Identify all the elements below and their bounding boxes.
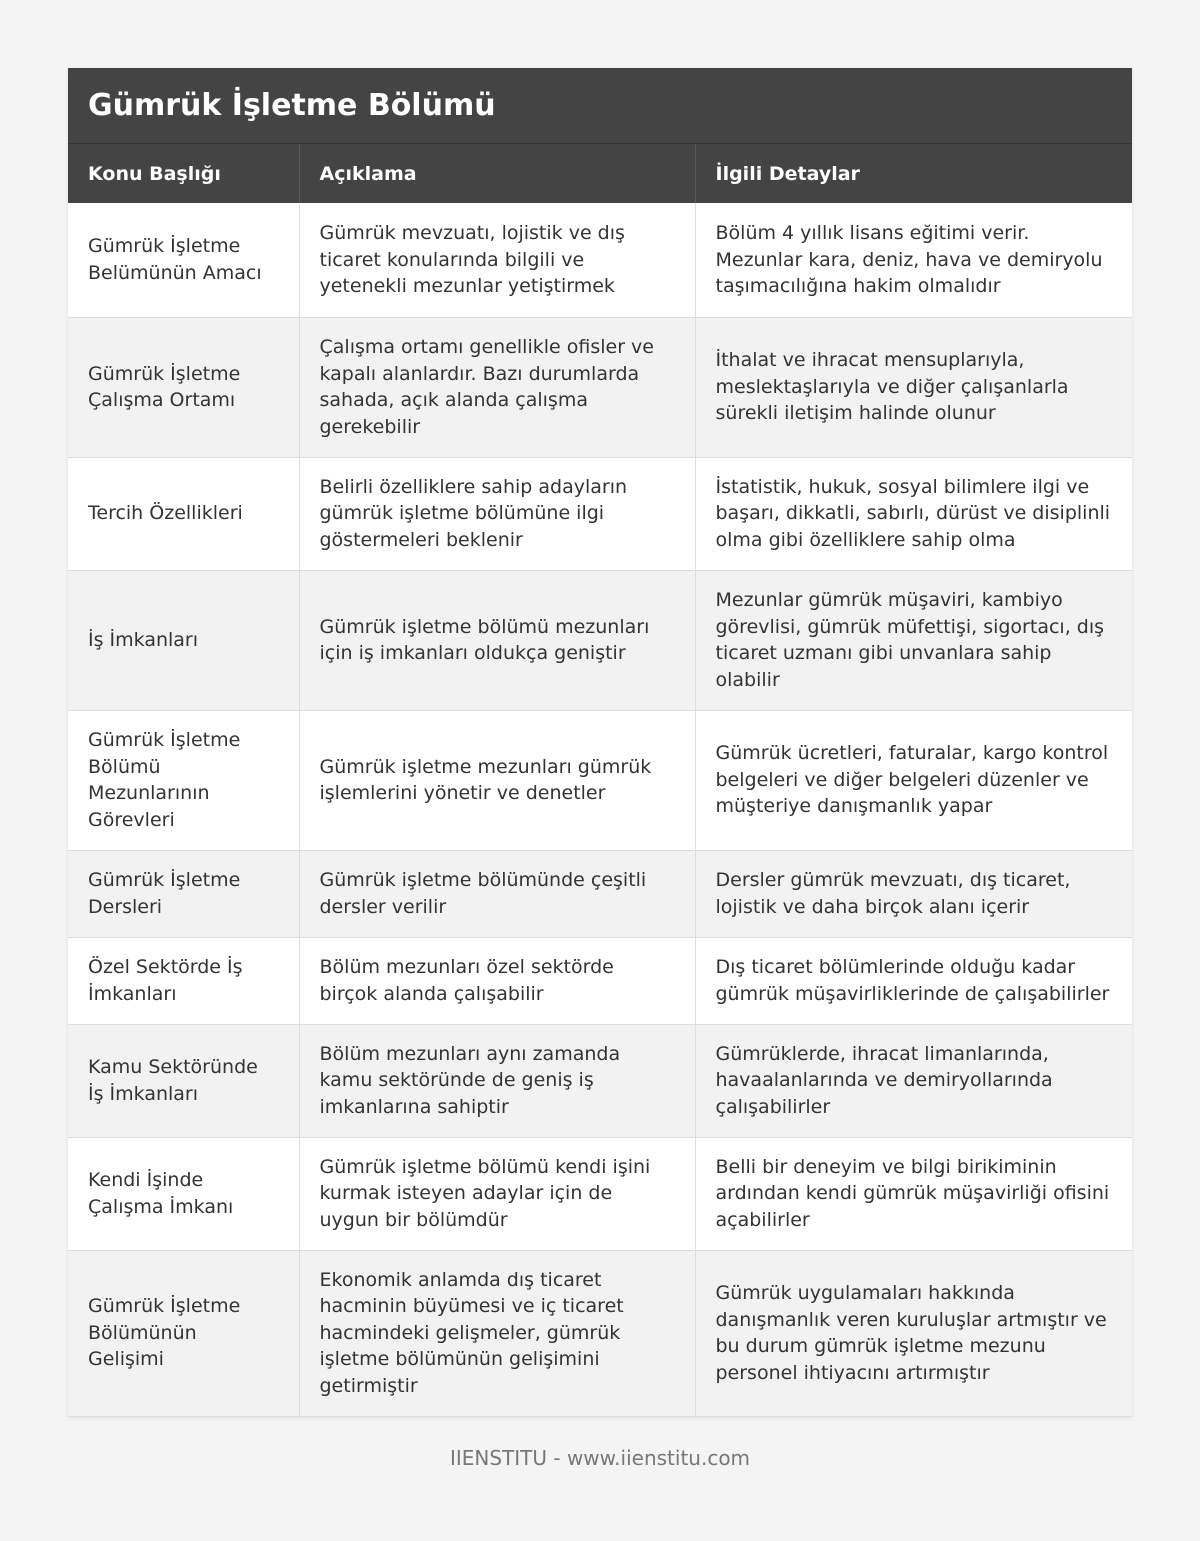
table-row	[68, 850, 1132, 937]
cell-description: Ekonomik anlamda dış ticaret hacminin büyümesi ve iç ticaret hacmindeki gelişmeler, gümrük işletme bölümünün gelişimini getirmiştir	[299, 1250, 695, 1416]
header-row	[68, 144, 1132, 203]
cell-description: Gümrük mevzuatı, lojistik ve dış ticaret konularında bilgili ve yetenekli mezunlar yetiştirmek	[299, 203, 695, 317]
cell-description: Gümrük işletme bölümünde çeşitli dersler verilir	[299, 850, 695, 937]
table-row	[68, 317, 1132, 457]
cell-description: Gümrük işletme bölümü mezunları için iş imkanları oldukça geniştir	[299, 570, 695, 710]
cell-description: Bölüm mezunları aynı zamanda kamu sektöründe de geniş iş imkanlarına sahiptir	[299, 1024, 695, 1137]
cell-description: Gümrük işletme mezunları gümrük işlemlerini yönetir ve denetler	[299, 710, 695, 850]
cell-topic: Gümrük İşletme Dersleri	[68, 850, 299, 937]
cell-description: Çalışma ortamı genellikle ofisler ve kapalı alanlardır. Bazı durumlarda sahada, açık alanda çalışma gerekebilir	[299, 317, 695, 457]
table-row	[68, 570, 1132, 710]
cell-topic: İş İmkanları	[68, 570, 299, 710]
table-row	[68, 710, 1132, 850]
table-row	[68, 1137, 1132, 1250]
cell-topic: Gümrük İşletme Çalışma Ortamı	[68, 317, 299, 457]
info-table	[68, 144, 1132, 1417]
cell-topic: Kamu Sektöründe İş İmkanları	[68, 1024, 299, 1137]
cell-topic: Kendi İşinde Çalışma İmkanı	[68, 1137, 299, 1250]
cell-details: Belli bir deneyim ve bilgi birikiminin ardından kendi gümrük müşavirliği ofisini açabilirler	[695, 1137, 1132, 1250]
cell-details: Gümrük uygulamaları hakkında danışmanlık veren kuruluşlar artmıştır ve bu durum gümrük işletme mezunu personel ihtiyacını artırmıştır	[695, 1250, 1132, 1416]
footer-credit: IIENSTITU - www.iienstitu.com	[449, 1446, 751, 1470]
table-row	[68, 1024, 1132, 1137]
cell-details: Bölüm 4 yıllık lisans eğitimi verir. Mezunlar kara, deniz, hava ve demiryolu taşımacılığına hakim olmalıdır	[695, 203, 1132, 317]
cell-details: Mezunlar gümrük müşaviri, kambiyo görevlisi, gümrük müfettişi, sigortacı, dış ticaret uzmanı gibi unvanlara sahip olabilir	[695, 570, 1132, 710]
cell-details: Gümrük ücretleri, faturalar, kargo kontrol belgeleri ve diğer belgeleri düzenler ve müşteriye danışmanlık yapar	[695, 710, 1132, 850]
header-topic: Konu Başlığı	[68, 144, 299, 203]
cell-details: Gümrüklerde, ihracat limanlarında, havaalanlarında ve demiryollarında çalışabilirler	[695, 1024, 1132, 1137]
table-row	[68, 937, 1132, 1024]
table-title: Gümrük İşletme Bölümü	[68, 68, 1132, 144]
table-row	[68, 203, 1132, 317]
cell-topic: Tercih Özellikleri	[68, 457, 299, 570]
cell-topic: Gümrük İşletme Bölümünün Gelişimi	[68, 1250, 299, 1416]
cell-description: Bölüm mezunları özel sektörde birçok alanda çalışabilir	[299, 937, 695, 1024]
table-row	[68, 1250, 1132, 1416]
cell-details: İthalat ve ihracat mensuplarıyla, meslektaşlarıyla ve diğer çalışanlarla sürekli iletişim halinde olunur	[695, 317, 1132, 457]
cell-details: İstatistik, hukuk, sosyal bilimlere ilgi ve başarı, dikkatli, sabırlı, dürüst ve disiplinli olma gibi özelliklere sahip olma	[695, 457, 1132, 570]
header-details: İlgili Detaylar	[695, 144, 1132, 203]
info-table-card	[68, 68, 1132, 1417]
cell-topic: Özel Sektörde İş İmkanları	[68, 937, 299, 1024]
cell-description: Belirli özelliklere sahip adayların gümrük işletme bölümüne ilgi göstermeleri beklenir	[299, 457, 695, 570]
header-description: Açıklama	[299, 144, 695, 203]
cell-description: Gümrük işletme bölümü kendi işini kurmak isteyen adaylar için de uygun bir bölümdür	[299, 1137, 695, 1250]
cell-details: Dersler gümrük mevzuatı, dış ticaret, lojistik ve daha birçok alanı içerir	[695, 850, 1132, 937]
cell-topic: Gümrük İşletme Belümünün Amacı	[68, 203, 299, 317]
cell-topic: Gümrük İşletme Bölümü Mezunlarının Görevleri	[68, 710, 299, 850]
cell-details: Dış ticaret bölümlerinde olduğu kadar gümrük müşavirliklerinde de çalışabilirler	[695, 937, 1132, 1024]
table-row	[68, 457, 1132, 570]
